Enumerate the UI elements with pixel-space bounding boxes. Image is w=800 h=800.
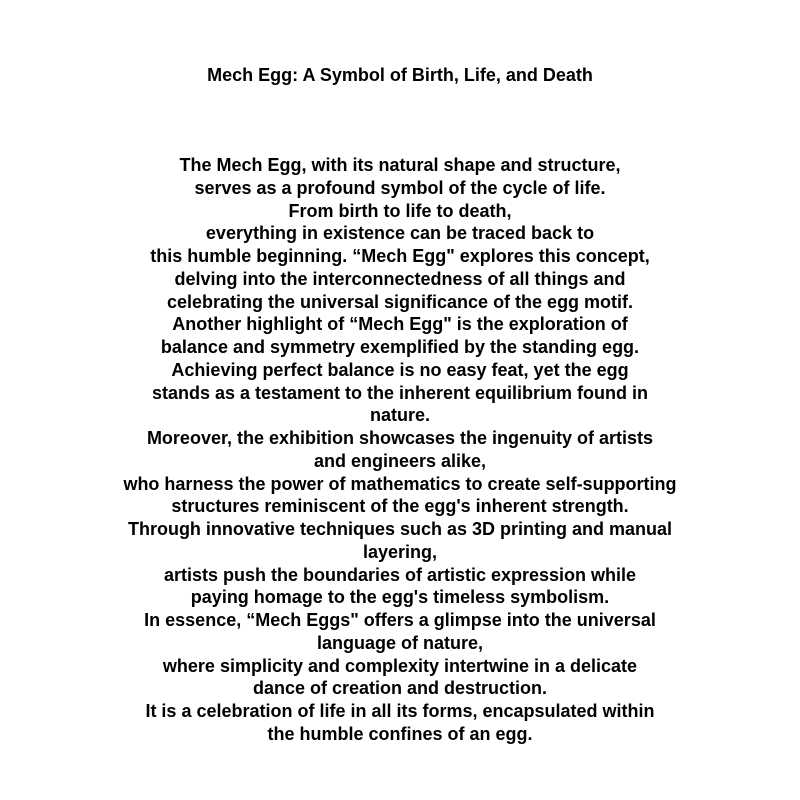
body-line: the humble confines of an egg. bbox=[267, 723, 533, 744]
body-line: serves as a profound symbol of the cycle of life. bbox=[194, 177, 606, 198]
body-line: The Mech Egg, with its natural shape and structure, bbox=[179, 155, 621, 175]
body-line: dance of creation and destruction. bbox=[252, 678, 548, 699]
body-line: Another highlight of “Mech Egg" is the exploration of bbox=[172, 314, 628, 335]
body-line: and engineers alike, bbox=[313, 450, 487, 471]
body-line: stands as a testament to the inherent equilibrium found in bbox=[151, 382, 649, 403]
body-line: Moreover, the exhibition showcases the ingenuity of artists bbox=[146, 428, 654, 448]
document-title: Mech Egg: A Symbol of Birth, Life, and Death bbox=[207, 65, 593, 85]
body-line: Achieving perfect balance is no easy feat, yet the egg bbox=[171, 359, 629, 380]
body-line: where simplicity and complexity intertwine in a delicate bbox=[162, 655, 638, 676]
body-line: everything in existence can be traced back to bbox=[205, 223, 595, 244]
body-line: delving into the interconnectedness of all things and bbox=[174, 268, 626, 289]
body-line: It is a celebration of life in all its forms, encapsulated within bbox=[145, 701, 655, 721]
body-line: balance and symmetry exemplified by the standing egg. bbox=[160, 337, 640, 357]
body-line: language of nature, bbox=[316, 632, 484, 653]
body-line: this humble beginning. “Mech Egg" explores this concept, bbox=[150, 246, 650, 266]
body-line: structures reminiscent of the egg's inherent strength. bbox=[171, 496, 629, 517]
body-line: From birth to life to death, bbox=[288, 200, 512, 221]
body-line: who harness the power of mathematics to create self-supporting bbox=[123, 473, 677, 494]
body-line: nature. bbox=[369, 405, 430, 426]
body-line: layering, bbox=[362, 541, 438, 562]
body-line: celebrating the universal significance of the egg motif. bbox=[166, 291, 634, 312]
body-line: paying homage to the egg's timeless symbolism. bbox=[190, 587, 610, 608]
body-line: artists push the boundaries of artistic expression while bbox=[163, 564, 637, 585]
document-body bbox=[100, 154, 700, 746]
body-line: Through innovative techniques such as 3D printing and manual bbox=[127, 519, 673, 539]
body-line: In essence, “Mech Eggs" offers a glimpse into the universal bbox=[144, 610, 656, 630]
